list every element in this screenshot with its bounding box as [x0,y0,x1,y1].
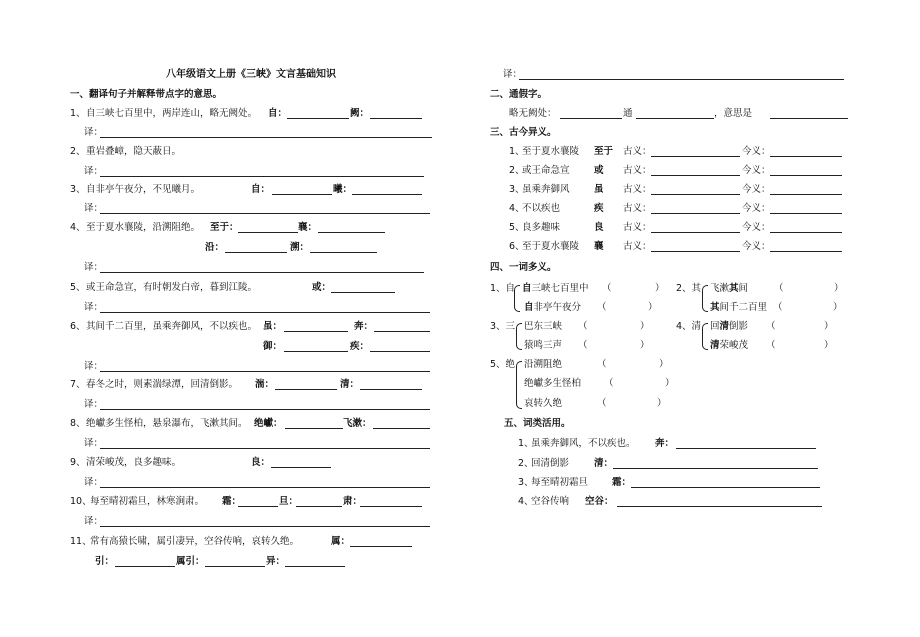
yici-g2-line1-paren-open: （ [774,283,784,294]
yici-g5-line3-rest: 哀转久绝 [524,398,563,409]
item7-word-tuan: 湍： [255,379,275,390]
gujin5-jin-blank[interactable] [770,232,842,233]
yici-g5-line1-rest: 沿溯阻绝 [524,359,563,370]
gujin4-gu-label: 古义： [623,203,652,214]
yici-g2-line2-key: 其 [710,302,720,313]
section2-heading: 二、通假字。 [490,89,548,100]
item1-zi-blank[interactable] [287,118,349,119]
item9-translate-blank[interactable] [100,487,430,488]
item9-number: 9、 [70,457,86,468]
yici-g1-line1-key: 自 [522,283,532,294]
item6-translate-label: 译： [84,361,104,372]
gujin4-num: 4、 [509,203,525,214]
gujin2-sentence: 或王命急宣 [522,165,570,176]
gujin2-num: 2、 [509,165,525,176]
yici-g1-line1-rest: 三峡七百里中 [531,283,589,294]
item7-qing-blank[interactable] [360,389,422,390]
yici-g2-line1-rest: 间 [738,283,749,294]
page-title: 八年级语文上册《三峡》文言基础知识 [166,69,336,80]
item11-translate-blank[interactable] [519,79,844,80]
tongjia-meaning-blank[interactable] [770,118,848,119]
item1-translate-label: 译： [84,127,104,138]
yici-g1-line2-key: 自 [524,302,534,313]
yici-g1-line2-rest: 非亭午夜分 [533,302,582,313]
item11-zhuyin-blank[interactable] [205,566,265,567]
yici-g2-brace [702,285,708,312]
gujin5-jin-label: 今义： [742,222,771,233]
item7-sentence: 春冬之时，则素湍绿潭，回清倒影。 [86,379,239,390]
yici-g5-line2-paren-close: ） [665,378,675,389]
gujin1-sentence: 至于夏水襄陵 [522,146,580,157]
yici-g1-line2-paren-open: （ [597,302,607,313]
item11-yi-blank[interactable] [285,566,345,567]
gujin2-gu-blank[interactable] [651,175,740,176]
item1-que-blank[interactable] [370,118,422,119]
gujin5-sentence: 良多趣味 [522,222,561,233]
gujin1-jin-blank[interactable] [770,156,842,157]
gujin2-jin-blank[interactable] [770,175,842,176]
item3-translate-blank[interactable] [100,213,430,214]
item11-zhu-blank[interactable] [350,546,412,547]
item10-translate-blank[interactable] [100,526,430,527]
gujin1-num: 1、 [509,146,525,157]
gujin5-gu-blank[interactable] [651,232,740,233]
gujin3-num: 3、 [509,184,525,195]
item6-yu-blank[interactable] [284,351,348,352]
yici-g5-line2-rest: 绝巘多生怪柏 [524,378,582,389]
yici-g5-line2-paren-open: （ [604,378,614,389]
item8-sentence: 绝巘多生怪柏，悬泉瀑布，飞漱其间。 [86,418,248,429]
gujin6-num: 6、 [509,241,525,252]
item4-su-blank[interactable] [310,252,377,253]
yici-g4-line1-paren-open: （ [766,321,776,332]
item11-word-yi: 异： [266,556,286,567]
gujin1-jin-label: 今义： [742,146,771,157]
yici-g2-line2 [710,302,767,314]
item4-xiang-blank[interactable] [318,232,385,233]
item4-sentence: 至于夏水襄陵，沿溯阻绝。 [86,222,201,233]
cilei2-word: 清： [594,458,614,469]
cilei1-sentence: 虽乘奔御风，不以疾也。 [531,438,636,449]
gujin4-gu-blank[interactable] [651,213,740,214]
item1-number: 1、 [70,108,86,119]
yici-g3-line2-rest: 猿鸣三声 [524,340,563,351]
gujin5-gu-label: 古义： [623,222,652,233]
item3-word-xi: 曦： [333,184,353,195]
gujin3-sentence: 虽乘奔御风 [522,184,570,195]
gujin6-jin-blank[interactable] [770,251,842,252]
item4-translate-blank[interactable] [100,272,424,273]
gujin4-jin-label: 今义： [742,203,771,214]
yici-g3-line1-paren-open: （ [578,321,588,332]
yici-g2-label: 2、其 [676,283,702,294]
item7-number: 7、 [70,379,86,390]
yici-g1-label: 1、自 [490,283,516,294]
yici-g4-brace [702,323,708,350]
item8-number: 8、 [70,418,86,429]
item2-number: 2、 [70,146,86,157]
item2-translate-label: 译： [84,166,104,177]
cilei1-word: 奔： [655,438,675,449]
item5-sentence: 或王命急宣，有时朝发白帝，暮到江陵。 [86,282,258,293]
yici-g3-label: 3、三 [490,321,516,332]
item4-yan-blank[interactable] [225,252,287,253]
item11-translate-label: 译： [503,69,523,80]
yici-g5-label: 5、绝 [490,359,516,370]
item5-number: 5、 [70,282,86,293]
yici-g3-line2 [524,340,562,352]
item10-word-dan: 旦： [279,496,299,507]
item11-sentence: 常有高猿长啸，属引凄异，空谷传响，哀转久绝。 [90,536,300,547]
item10-number: 10、 [70,496,92,507]
item4-word-yan: 沿： [205,242,225,253]
item10-dan-blank[interactable] [296,506,342,507]
item11-word-zhu: 属： [331,536,351,547]
gujin3-gu-label: 古义： [623,184,652,195]
item9-translate-label: 译： [84,477,104,488]
yici-g3-line1-paren-close: ） [640,321,650,332]
gujin5-word: 良 [594,222,604,233]
item7-word-qing: 清： [340,379,360,390]
section5-heading: 五、词类活用。 [504,418,571,429]
item7-tuan-blank[interactable] [275,389,337,390]
yici-g1-line2 [524,302,581,314]
gujin4-jin-blank[interactable] [770,213,842,214]
gujin6-word: 襄 [594,241,604,252]
item3-number: 3、 [70,184,86,195]
item6-number: 6、 [70,321,86,332]
item1-word-zi: 自： [268,108,288,119]
item8-jueyan-blank[interactable] [285,428,343,429]
item5-huo-blank[interactable] [331,292,395,293]
item4-word-su: 溯： [290,242,310,253]
gujin2-gu-label: 古义： [623,165,652,176]
section3-heading: 三、古今异义。 [490,127,557,138]
yici-g4-line2-key: 清 [710,340,720,351]
item5-translate-label: 译： [84,302,104,313]
cilei3-num: 3、 [518,477,534,488]
item10-word-shuang: 霜： [222,496,242,507]
item4-translate-label: 译： [84,262,104,273]
yici-g5-brace [516,361,522,409]
item11-word-yin: 引： [95,556,115,567]
section4-heading: 四、一词多义。 [490,262,557,273]
item9-sentence: 清荣峻茂，良多趣味。 [86,457,182,468]
item3-sentence: 自非亭午夜分，不见曦月。 [86,184,201,195]
yici-g5-line1 [524,359,562,371]
item5-word-huo: 或： [312,282,332,293]
gujin4-word: 疾 [594,203,604,214]
cilei4-num: 4、 [518,496,534,507]
tongjia-meaning-label: ，意思是 [714,108,753,119]
cilei2-sentence: 回清倒影 [531,458,570,469]
cilei3-word: 霜： [612,477,632,488]
item11-word-zhuyin: 属引： [176,556,205,567]
gujin2-word: 或 [594,165,604,176]
yici-g5-line1-paren-open: （ [597,359,607,370]
cilei1-num: 1、 [518,438,534,449]
item10-word-su: 肃： [343,496,363,507]
yici-g5-line3-paren-open: （ [597,398,607,409]
cilei4-sentence: 空谷传响 [531,496,570,507]
cilei2-num: 2、 [518,458,534,469]
yici-g1-line1-paren-open: （ [602,283,612,294]
item6-word-ji: 疾： [350,341,370,352]
item8-word-feishu: 飞漱： [343,418,372,429]
yici-g3-line1-rest: 巴东三峡 [524,321,563,332]
yici-g2-line1-key: 其 [729,283,739,294]
item6-ben-blank[interactable] [374,331,430,332]
yici-g3-line2-paren-open: （ [578,340,588,351]
item6-ji-blank[interactable] [370,351,430,352]
item1-sentence: 自三峡七百里中，两岸连山，略无阙处。 [86,108,258,119]
gujin6-sentence: 至于夏水襄陵 [522,241,580,252]
item4-word-zhiyu: 至于： [210,222,239,233]
cilei4-blank[interactable] [617,506,822,507]
item3-xi-blank[interactable] [352,194,422,195]
gujin1-word: 至于 [594,146,614,157]
item2-sentence: 重岩叠嶂，隐天蔽日。 [86,146,182,157]
yici-g3-line1 [524,321,562,333]
tongjia-tong: 通 [623,108,633,119]
item8-word-jueyan: 绝巘： [254,418,283,429]
item10-sentence: 每至晴初霜旦，林寒涧肃。 [90,496,205,507]
item6-sui-blank[interactable] [284,331,348,332]
item8-translate-blank[interactable] [100,448,430,449]
yici-g4-line1 [710,321,748,333]
item10-translate-label: 译： [84,516,104,527]
item9-word-liang: 良： [251,457,271,468]
gujin3-word: 虽 [594,184,604,195]
yici-g1-line1 [522,283,589,295]
item3-word-zi: 自： [251,184,271,195]
yici-g2-line1-pre: 飞漱 [710,283,730,294]
item4-word-xiang: 襄： [298,222,318,233]
section1-heading: 一、翻译句子并解释带点字的意思。 [70,89,223,100]
yici-g1-line1-paren-close: ） [655,283,665,294]
yici-g2-line2-paren-close: ） [833,302,843,313]
item11-number: 11、 [70,536,92,547]
item3-translate-label: 译： [84,203,104,214]
item2-translate-blank[interactable] [100,176,424,177]
item10-shuang-blank[interactable] [238,506,278,507]
item4-zhiyu-blank[interactable] [238,232,298,233]
yici-g4-line2-paren-open: （ [766,340,776,351]
gujin1-gu-label: 古义： [623,146,652,157]
cilei4-word: 空谷： [585,496,614,507]
yici-g2-line1 [710,283,748,295]
gujin3-jin-blank[interactable] [770,194,842,195]
yici-g2-line1-paren-close: ） [834,283,844,294]
yici-g4-line1-key: 清 [719,321,730,332]
yici-g4-line1-paren-close: ） [824,321,834,332]
item6-word-yu: 御： [263,341,283,352]
item1-translate-blank[interactable] [100,137,432,138]
gujin6-gu-blank[interactable] [651,251,740,252]
yici-g4-line2-rest: 荣峻茂 [719,340,749,351]
item8-feishu-blank[interactable] [373,428,430,429]
item6-word-ben: 奔： [354,321,374,332]
item6-sentence: 其间千二百里，虽乘奔御风，不以疾也。 [86,321,258,332]
gujin3-jin-label: 今义： [742,184,771,195]
cilei1-blank[interactable] [676,448,816,449]
yici-g1-brace [514,285,520,312]
yici-g5-line2 [524,378,581,390]
gujin5-num: 5、 [509,222,525,233]
item3-zi-blank[interactable] [272,194,332,195]
gujin6-gu-label: 古义： [623,241,652,252]
gujin4-sentence: 不以疾也 [522,203,561,214]
yici-g4-line1-pre: 回 [710,321,720,332]
tongjia-target-blank[interactable] [636,118,714,119]
item10-su-blank[interactable] [360,506,422,507]
gujin1-gu-blank[interactable] [651,156,740,157]
item6-translate-blank[interactable] [100,371,430,372]
yici-g4-label: 4、清 [676,321,702,332]
yici-g3-brace [516,323,522,350]
item9-liang-blank[interactable] [271,467,331,468]
yici-g3-line2-paren-close: ） [640,340,650,351]
yici-g5-line3-paren-close: ） [657,398,667,409]
tongjia-phrase: 略无阙处： [509,108,557,119]
item6-word-sui: 虽： [263,321,283,332]
cilei2-blank[interactable] [613,468,818,469]
item4-number: 4、 [70,222,86,233]
gujin3-gu-blank[interactable] [651,194,740,195]
yici-g2-line2-rest: 间千二百里 [719,302,768,313]
gujin2-jin-label: 今义： [742,165,771,176]
gujin6-jin-label: 今义： [742,241,771,252]
yici-g2-line2-paren-open: （ [773,302,783,313]
yici-g5-line1-paren-close: ） [659,359,669,370]
yici-g4-line2 [710,340,748,352]
tongjia-char-blank[interactable] [560,118,622,119]
yici-g1-line2-paren-close: ） [648,302,658,313]
item7-translate-blank[interactable] [100,409,430,410]
item11-yin-blank[interactable] [115,566,175,567]
yici-g4-line1-rest: 倒影 [729,321,749,332]
item8-translate-label: 译： [84,438,104,449]
cilei3-sentence: 每至晴初霜旦 [531,477,589,488]
yici-g4-line2-paren-close: ） [824,340,834,351]
item5-translate-blank[interactable] [100,312,430,313]
item7-translate-label: 译： [84,399,104,410]
item1-word-que: 阙： [350,108,370,119]
cilei3-blank[interactable] [631,487,820,488]
yici-g5-line3 [524,398,562,410]
